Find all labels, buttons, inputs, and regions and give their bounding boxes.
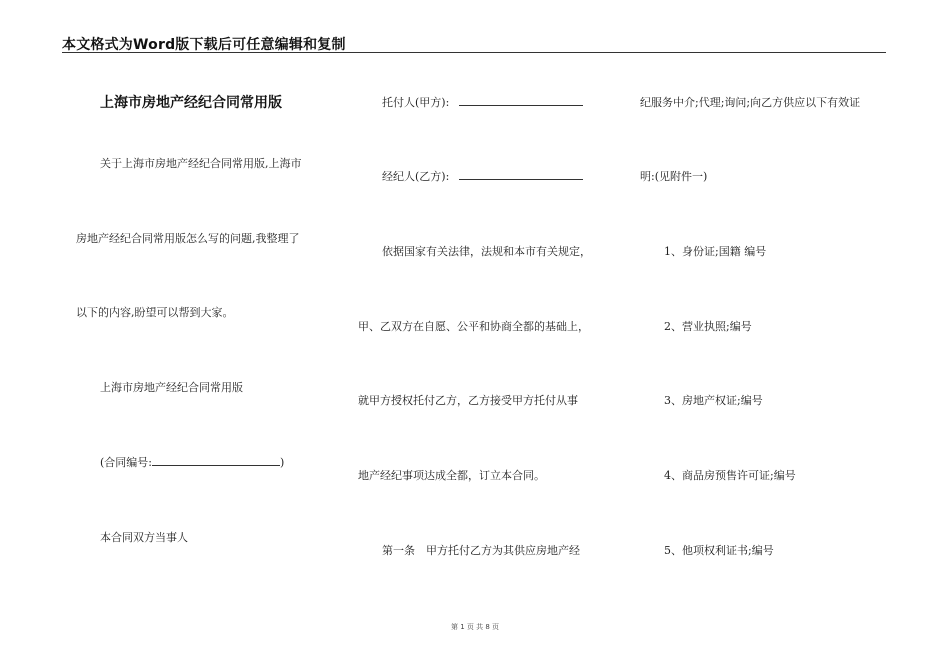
contract-heading: 上海市房地产经纪合同常用版 xyxy=(100,381,243,394)
party-a-label: 托付人(甲方): xyxy=(382,96,450,109)
article-1-line: 第一条 甲方托付乙方为其供应房地产经 xyxy=(382,544,580,557)
contract-number-line xyxy=(100,454,284,470)
header-rule xyxy=(62,52,886,53)
party-a-blank xyxy=(459,94,583,106)
party-b-line xyxy=(382,168,583,184)
paragraph-line-3: 就甲方授权托付乙方，乙方接受甲方托付从事 xyxy=(358,394,578,407)
list-item-3: 3、房地产权证;编号 xyxy=(664,394,763,407)
parties-heading: 本合同双方当事人 xyxy=(100,531,188,544)
contract-number-blank xyxy=(152,454,280,466)
party-a-line xyxy=(382,94,583,110)
party-b-blank xyxy=(459,168,583,180)
document-banner: 本文格式为Word版下载后可任意编辑和复制 xyxy=(62,37,346,53)
party-b-label: 经纪人(乙方): xyxy=(382,170,450,183)
continuation-line-1: 纪服务中介;代理;询问;向乙方供应以下有效证 xyxy=(640,96,861,109)
paragraph-line-2: 甲、乙双方在自愿、公平和协商全都的基础上， xyxy=(358,320,589,333)
intro-line-3: 以下的内容,盼望可以帮到大家。 xyxy=(76,306,234,319)
intro-line-2: 房地产经纪合同常用版怎么写的问题,我整理了 xyxy=(76,232,300,245)
page-number: 第 1 页 共 8 页 xyxy=(450,623,500,631)
paragraph-line-4: 地产经纪事项达成全都，订立本合同。 xyxy=(358,469,545,482)
document-title: 上海市房地产经纪合同常用版 xyxy=(100,95,282,111)
list-item-4: 4、商品房预售许可证;编号 xyxy=(664,469,796,482)
continuation-line-2: 明:(见附件一) xyxy=(640,170,708,183)
list-item-1: 1、身份证;国籍 编号 xyxy=(664,245,767,258)
intro-line-1: 关于上海市房地产经纪合同常用版,上海市 xyxy=(100,157,302,170)
contract-number-close: ) xyxy=(280,456,285,469)
contract-number-label: (合同编号: xyxy=(100,456,152,469)
paragraph-line-1: 依据国家有关法律，法规和本市有关规定， xyxy=(382,245,591,258)
list-item-5: 5、他项权利证书;编号 xyxy=(664,544,774,557)
list-item-2: 2、营业执照;编号 xyxy=(664,320,752,333)
